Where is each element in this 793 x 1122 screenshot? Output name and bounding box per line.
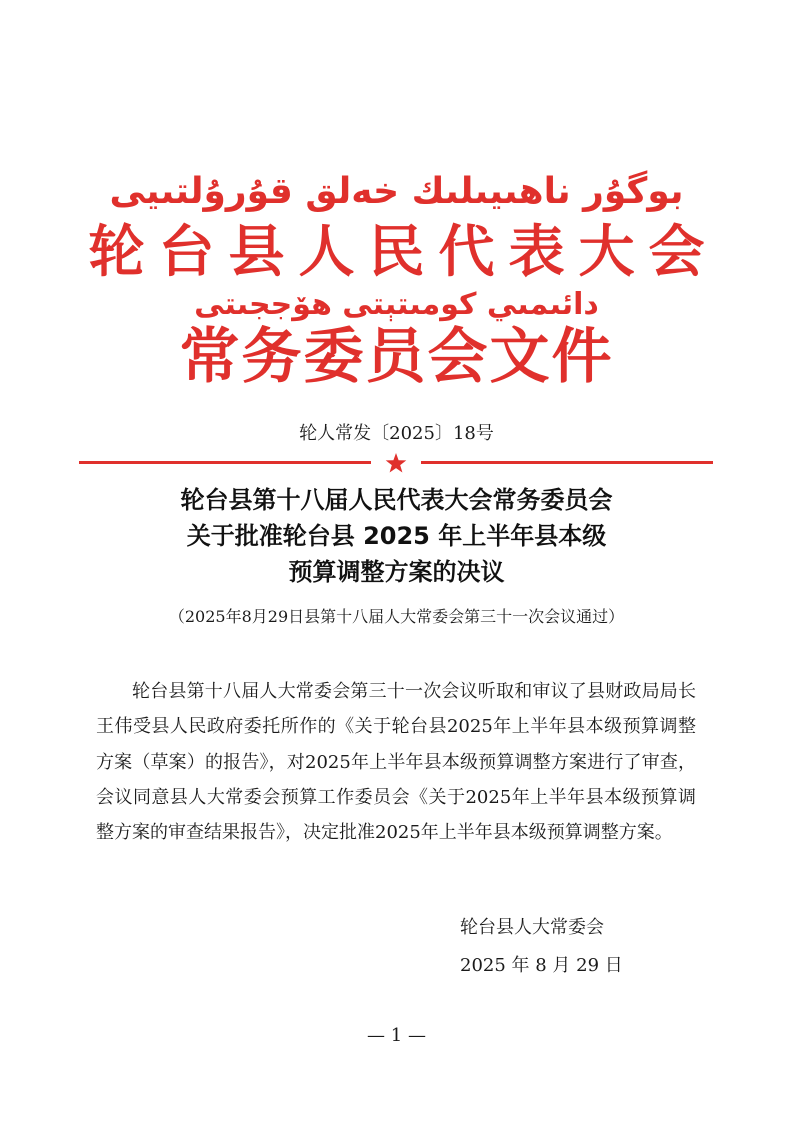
title-line-2: 关于批准轮台县 2025 年上半年县本级: [186, 522, 607, 550]
title-line-1: 轮台县第十八届人民代表大会常务委员会: [180, 486, 613, 514]
document-subtitle: （2025年8月29日县第十八届人大常委会第三十一次会议通过）: [168, 607, 625, 626]
red-divider: [79, 452, 713, 474]
page-number: — 1 —: [367, 1025, 426, 1046]
star-icon: [386, 453, 407, 473]
header-chinese-line2: 常务委员会文件: [179, 322, 614, 392]
divider-line-right: [421, 461, 713, 464]
body-paragraph: 轮台县第十八届人大常委会第三十一次会议听取和审议了县财政局局长王伟受县人民政府委托所作的《关于轮台县2025年上半年县本级预算调整方案（草案）的报告》，对2025年上半年县本级预算调整方案进行了审查，会议同意县人大常委会预算工作委员会《关于2025年上半年县本级预算调整方案的审查结果报告》，决定批准2025年上半年县本级预算调整方案。: [96, 681, 696, 844]
header-uyghur-line1: بوگۇر ناھىيىلىك خەلق قۇرۇلتىيى: [109, 171, 684, 212]
header-uyghur-line2: دائىمىي كومىتېتى ھۆججىتى: [194, 287, 599, 322]
signature-date: 2025 年 8 月 29 日: [460, 955, 623, 976]
signature-organization: 轮台县人大常委会: [460, 917, 604, 938]
document-number: 轮人常发〔2025〕18号: [299, 423, 494, 444]
header-chinese-line1: 轮台县人民代表大会: [88, 220, 719, 285]
document-title: [0, 482, 793, 590]
title-line-3: 预算调整方案的决议: [288, 558, 505, 586]
divider-line-left: [79, 461, 371, 464]
body-text: [96, 674, 696, 850]
